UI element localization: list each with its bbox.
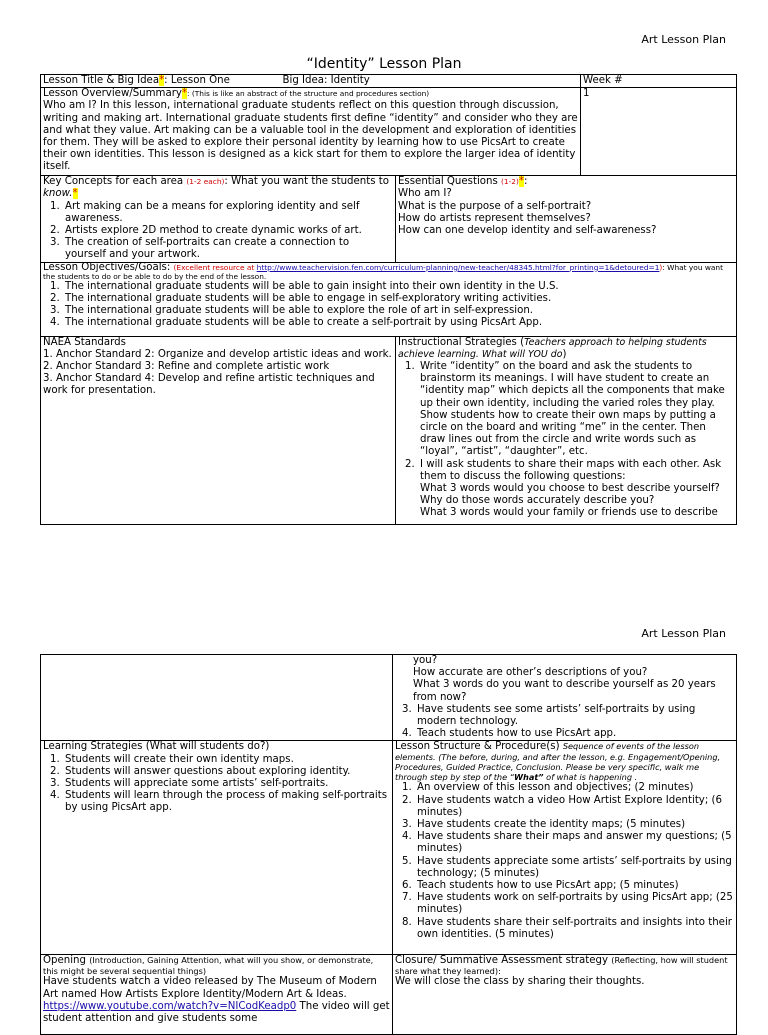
structure-list <box>395 782 734 941</box>
list-item: 2. Have students watch a video How Artist Explore Identity; (6 minutes) <box>415 795 734 819</box>
overview-note: : (This is like an abstract of the structure and procedures section) <box>187 89 430 99</box>
closure-cell <box>393 955 737 1035</box>
list-item: 1. The international graduate students will be able to gain insight into their own identity in the U.S. <box>63 281 734 293</box>
page-header: Art Lesson Plan <box>641 33 726 46</box>
list-item: 6. Teach students how to use PicsArt app; (5 minutes) <box>415 880 734 892</box>
structure-what: What” <box>514 772 544 783</box>
week-value-cell <box>581 88 737 176</box>
question: How accurate are other’s descriptions of you? <box>413 667 648 679</box>
question: What 3 words do you want to describe yourself as 20 years from now? <box>413 679 716 703</box>
objectives-cell <box>41 262 737 336</box>
list-item: What is the purpose of a self-portrait? <box>398 200 592 212</box>
list-item: How do artists represent themselves? <box>398 212 591 224</box>
list-item: 2. Artists explore 2D method to create dynamic works of art. <box>63 225 393 237</box>
list-item: 2. The international graduate students will be able to engage in self-exploratory writing activities. <box>63 293 734 305</box>
objectives-list <box>43 281 734 330</box>
list-item: 7. Have students work on self-portraits by using PicsArt app; (25 minutes) <box>415 892 734 916</box>
opening-text: Have students watch a video released by The Museum of Modern Art named How Artists Explore Identity/Modern Art & Ideas. <box>43 976 377 1000</box>
structure-note-tail: of what is happening . <box>543 772 638 783</box>
required-asterisk: * <box>181 88 188 100</box>
lesson-structure-cell <box>393 741 737 955</box>
instructional-close: ) <box>562 348 567 360</box>
list-item: 4. Teach students how to use PicsArt app. <box>415 728 734 740</box>
list-item: 3. Have students see some artists’ self-portraits by using modern technology. <box>415 704 734 728</box>
lesson-title-value: : Lesson One <box>164 75 230 86</box>
list-item: 1. An overview of this lesson and objectives; (2 minutes) <box>415 782 734 794</box>
key-concepts-note: (1-2 each) <box>186 177 225 187</box>
know-word: know. <box>43 188 73 200</box>
naea-label: NAEA Standards <box>43 336 126 348</box>
instructional-label: Instructional Strategies ( <box>398 336 525 348</box>
closure-label: Closure/ Summative Assessment strategy <box>395 955 612 967</box>
structure-label: Lesson Structure & Procedure(s) <box>395 741 563 753</box>
lesson-title-label: Lesson Title & Big Idea <box>43 75 160 86</box>
list-item: 1. Write “identity” on the board and ask the students to brainstorm its meanings. I will have student to create an “identity map” which depicts all the components that make up their own identity, including the varied roles they play. Show students how to create their own maps by putting a circle on the board and writing “me” in the center. Then draw lines out from the circle and write words such as “loyal”, “artist”, “daughter”, etc. <box>418 361 734 459</box>
objectives-label: Lesson Objectives/Goals: <box>43 261 174 273</box>
list-item: 1. Anchor Standard 2: Organize and develop artistic ideas and work. <box>43 348 392 360</box>
empty-cell <box>41 655 393 741</box>
list-item: 3. The creation of self-portraits can create a connection to yourself and your artwork. <box>63 237 393 261</box>
list-item-text: I will ask students to share their maps with each other. Ask them to discuss the following questions: <box>420 458 722 482</box>
objectives-note-close: ) <box>659 262 663 272</box>
lesson-plan-table-page1 <box>40 74 737 525</box>
instructional-list-continued <box>395 704 734 741</box>
structure-note: Sequence of events of the lesson elements. (The before, during, and after the lesson, e.g. Engagement/Opening, Procedures, Guided Practice, Conclusion. Please be very specific, walk me through step by step of the “ <box>395 741 721 783</box>
opening-cell <box>41 955 393 1035</box>
list-item: 8. Have students share their self-portraits and insights into their own identities. (5 minutes) <box>415 917 734 941</box>
video-link[interactable]: https://www.youtube.com/watch?v=NICodKeadp0 <box>43 1000 297 1012</box>
learning-label: Learning Strategies (What will students do?) <box>43 741 270 753</box>
essential-questions-note: (1-2) <box>501 177 519 187</box>
objectives-tail: : What you want the students to do or be able to do by the end of the lesson. <box>43 262 724 281</box>
opening-label: Opening <box>43 955 90 967</box>
question: Why do those words accurately describe you? <box>420 495 655 507</box>
overview-text: Who am I? In this lesson, international graduate students reflect on this question through discussion, writing and making art. International graduate students first define “identity” and consider who they are and what they value. Art making can be a valuable tool in the development and exploration of identities for them. They will be asked to explore their personal identity by learning how to use PicsArt to create their own identities. This lesson is designed as a kick start for them to explore the larger idea of identity itself. <box>43 100 578 173</box>
learning-list <box>43 754 390 815</box>
list-item: 3. Students will appreciate some artists’ self-portraits. <box>63 778 390 790</box>
list-item: 2. Anchor Standard 3: Refine and complete artistic work <box>43 361 330 373</box>
overview-label: Lesson Overview/Summary <box>43 88 182 100</box>
list-item: 1. Art making can be a means for exploring identity and self awareness. <box>63 201 393 225</box>
list-item: 3. Have students create the identity maps; (5 minutes) <box>415 819 734 831</box>
list-item: 1. Students will create their own identity maps. <box>63 754 390 766</box>
list-item <box>418 459 734 520</box>
instructional-continued-cell <box>393 655 737 741</box>
overview-cell <box>41 88 581 176</box>
naea-standards-cell <box>41 336 396 524</box>
list-item: 3. Anchor Standard 4: Develop and refine artistic techniques and work for presentation. <box>43 373 375 397</box>
essential-questions-cell <box>396 176 737 262</box>
learning-strategies-cell <box>41 741 393 955</box>
required-asterisk: * <box>72 188 78 200</box>
key-concepts-label: Key Concepts for each area <box>43 176 187 188</box>
closure-text: We will close the class by sharing their thoughts. <box>395 976 645 988</box>
essential-questions-label: Essential Questions <box>398 176 502 188</box>
list-item: 4. Students will learn through the process of making self-portraits by using PicsArt app. <box>63 790 390 814</box>
week-value: 1 <box>583 88 590 100</box>
instructional-strategies-cell <box>396 336 737 524</box>
required-asterisk: * <box>518 176 524 188</box>
key-concepts-cell <box>41 176 396 262</box>
closure-note: (Reflecting, how will student share what they learned): <box>395 955 728 977</box>
list-item: 3. The international graduate students will be able to explore the role of art in self-expression. <box>63 305 734 317</box>
question: you? <box>413 655 438 666</box>
list-item: 5. Have students appreciate some artists’ self-portraits by using technology; (5 minutes) <box>415 856 734 880</box>
resource-link[interactable]: http://www.teachervision.fen.com/curriculum-planning/new-teacher/48345.html?for_printing=1&detoured=1 <box>256 262 660 272</box>
list-item: How can one develop identity and self-awareness? <box>398 225 657 237</box>
objectives-note: (Excellent resource at <box>173 262 257 272</box>
instructional-list <box>398 361 734 520</box>
list-item: Who am I? <box>398 188 452 200</box>
week-label: Week # <box>583 75 623 86</box>
question: What 3 words would your family or friends use to describe <box>420 507 718 519</box>
colon: : <box>523 176 528 188</box>
list-item: 4. The international graduate students will be able to create a self-portrait by using PicsArt App. <box>63 317 734 329</box>
key-concepts-label-tail: : What you want the students to <box>224 176 389 188</box>
lesson-title-cell <box>41 75 581 88</box>
page-header: Art Lesson Plan <box>641 627 726 640</box>
week-label-cell <box>581 75 737 88</box>
key-concepts-list <box>43 201 393 262</box>
big-idea: Big Idea: Identity <box>282 75 370 86</box>
document-title: “Identity” Lesson Plan <box>306 56 462 72</box>
list-item: 2. Students will answer questions about exploring identity. <box>63 766 390 778</box>
required-asterisk: * <box>159 75 165 86</box>
instructional-note: Teachers approach to helping students achieve learning. What will YOU do <box>398 336 707 360</box>
opening-note: (Introduction, Gaining Attention, what will you show, or demonstrate, this might be several sequential things) <box>43 955 374 977</box>
lesson-plan-table-page2 <box>40 654 737 1035</box>
opening-text-tail: The video will get student attention and give students some <box>43 1000 390 1025</box>
question: What 3 words would you choose to best describe yourself? <box>420 483 720 495</box>
list-item: 4. Have students share their maps and answer my questions; (5 minutes) <box>415 831 734 855</box>
